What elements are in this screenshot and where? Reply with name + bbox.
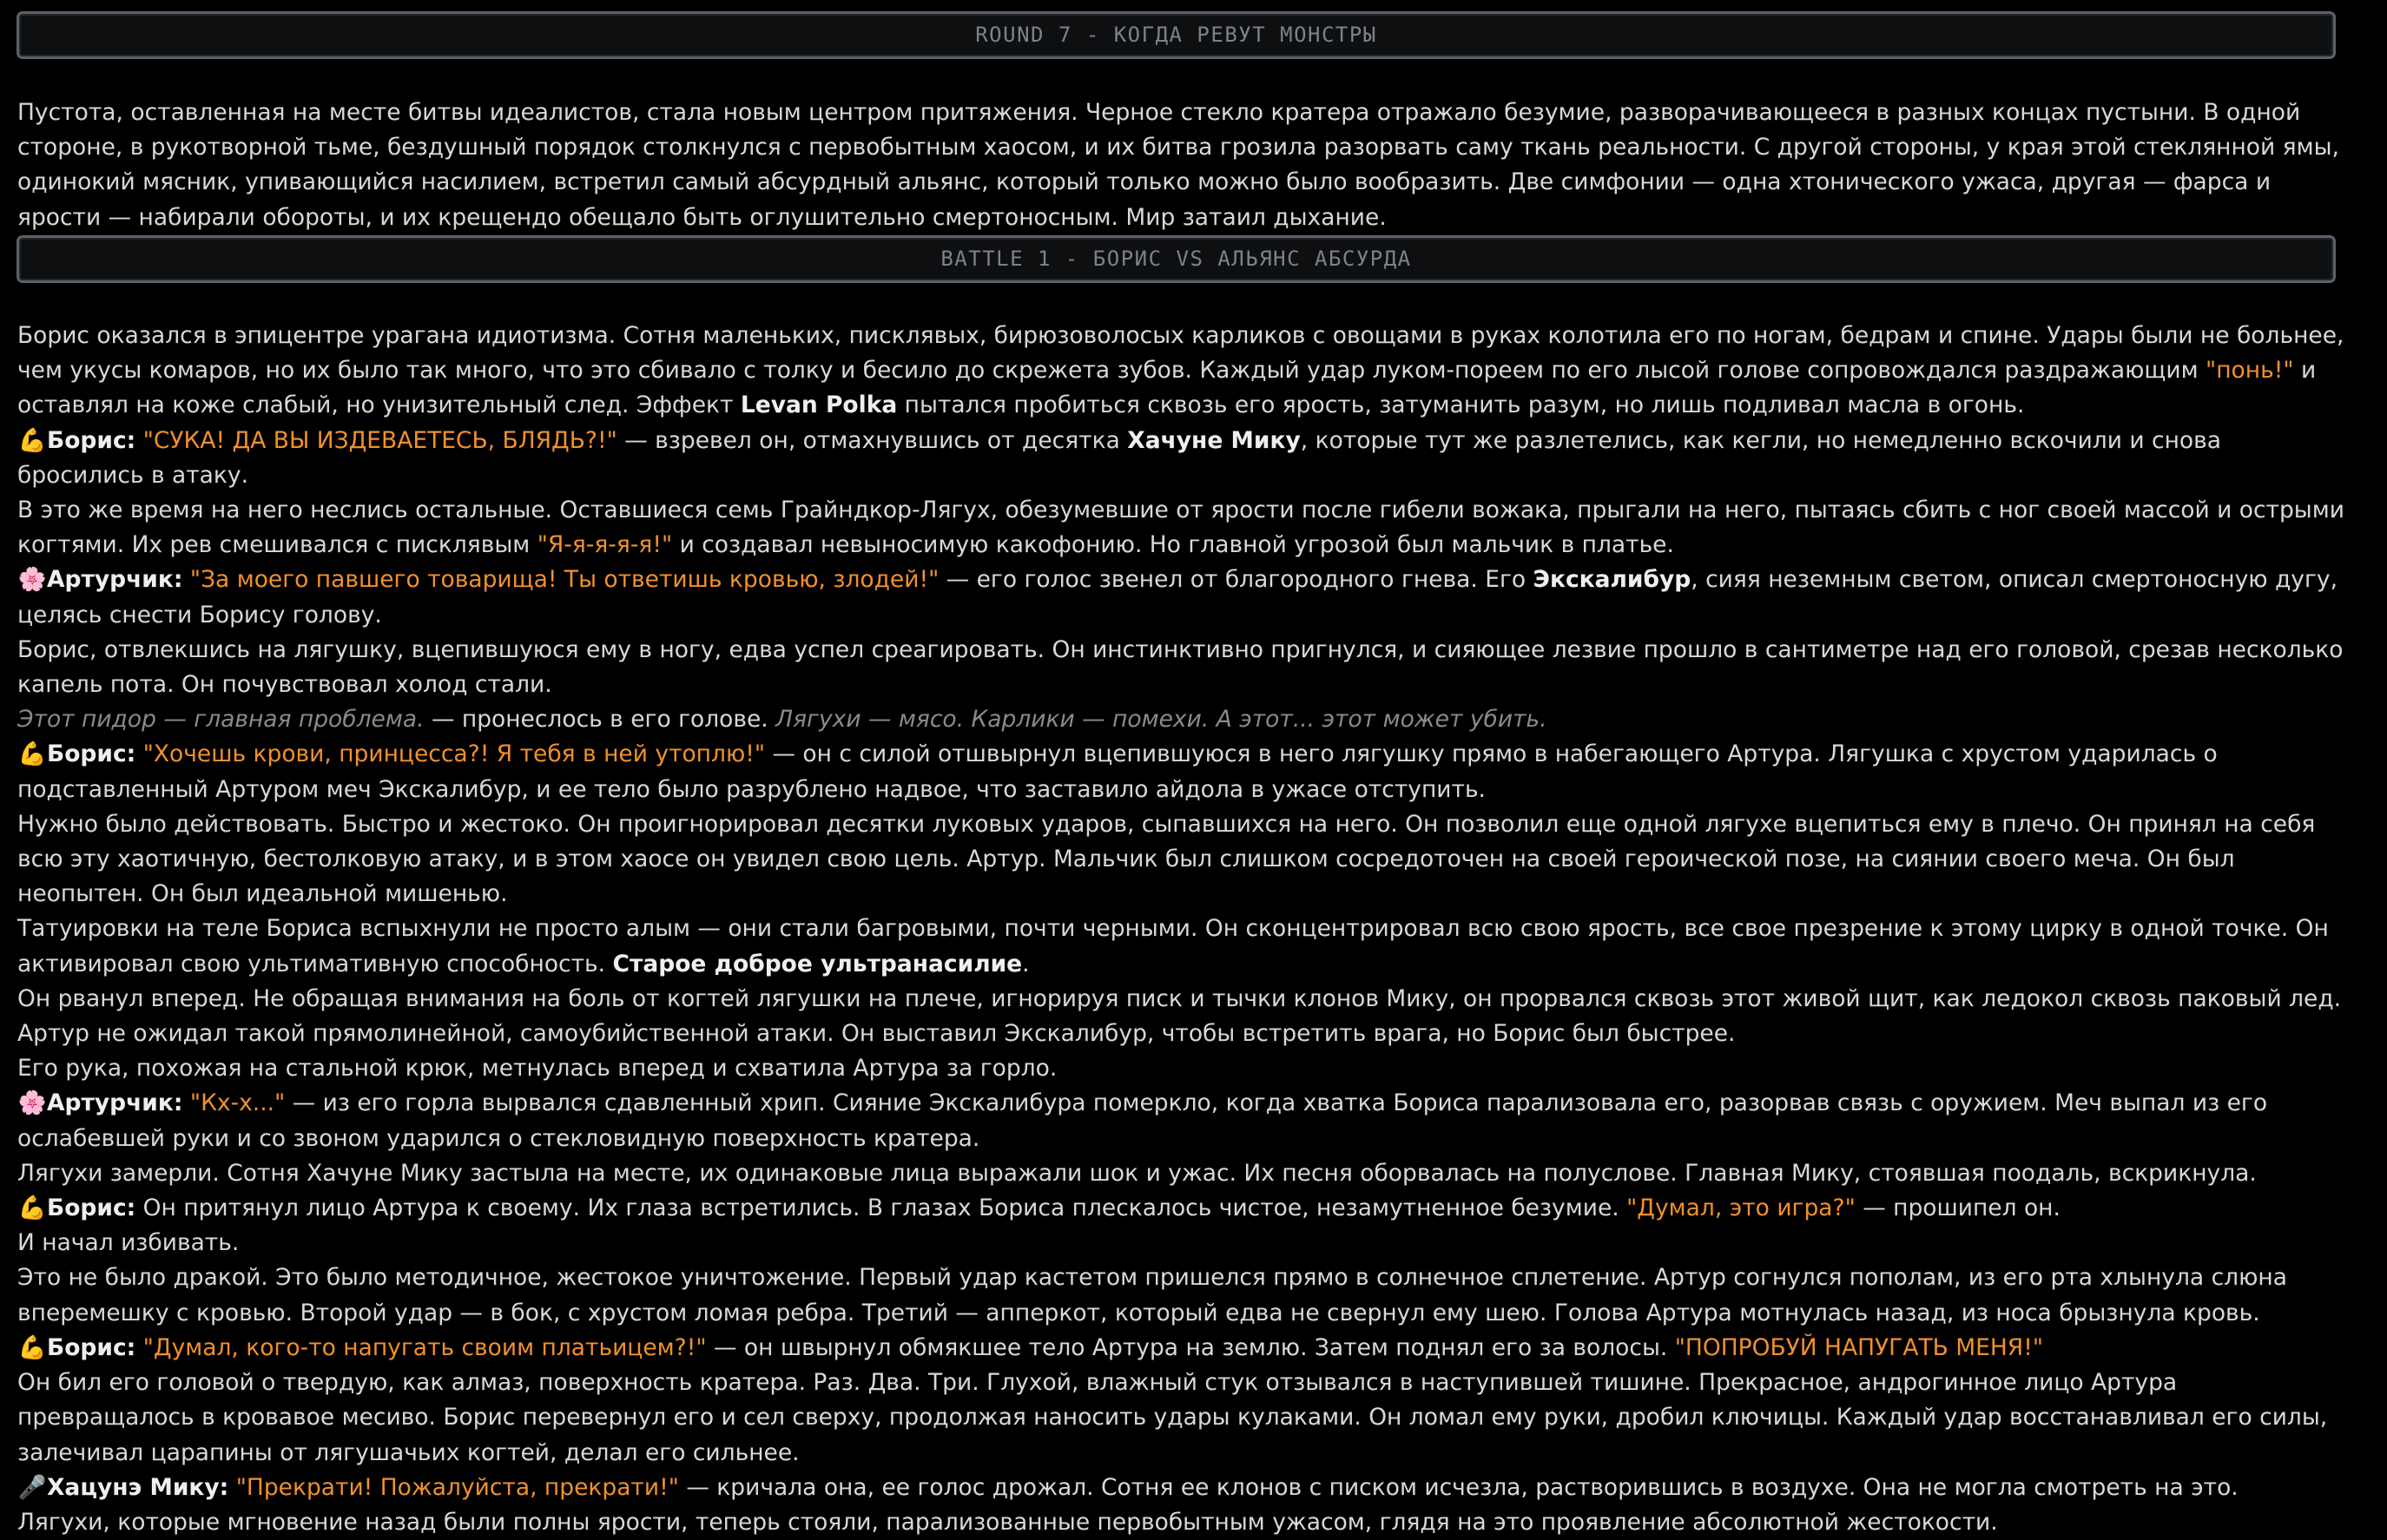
narration: Борис оказался в эпицентре урагана идиотизма. Сотня маленьких, писклявых, бирюзоволосых карликов с овощами в руках колотила его по ногам, бедрам и спине. Удары были не больнее, чем укусы комаров, но их было так много, что это сбивало с толку и бесило до скрежета зубов. Каждый удар луком-пореем по его лысой голове сопровождался раздражающим: [17, 322, 2344, 385]
quote: "Прекрати! Пожалуйста, прекрати!": [235, 1473, 679, 1501]
thought-text: Этот пидор — главная проблема.: [17, 706, 425, 734]
speaker-boris: Борис:: [47, 1194, 136, 1222]
emphasis: Экскалибур: [1533, 566, 1691, 594]
narration: , сияя неземным светом, описал смертоносную дугу, целясь снести Борису голову.: [17, 566, 2338, 629]
speaker-miku: Хацунэ Мику:: [47, 1473, 229, 1501]
narration: — из его горла вырвался сдавленный хрип. Сияние Экскалибура померкло, когда хватка Бориса парализовала его, разорвав связь с оружием. Меч выпал из его ослабевшей руки и со звоном ударился о стекловидную поверхность кратера.: [17, 1089, 2268, 1152]
narration: — взревел он, отмахнувшись от десятка: [617, 426, 1128, 454]
quote: "За моего павшего товарища! Ты ответишь кровью, злодей!": [189, 566, 940, 594]
flexed-biceps-icon: 💪: [17, 1333, 47, 1361]
intro-text: Пустота, оставленная на месте битвы идеалистов, стала новым центром притяжения. Черное стекло кратера отражало безумие, разворачивающееся в разных концах пустыни. В одной стороне, в рукотворной тьме, бездушный порядок столкнулся с первобытным хаосом, и их битва грозила разорвать саму ткань реальности. С другой стороны, у края этой стеклянной ямы, одинокий мясник, упивающийся насилием, встретил самый абсурдный альянс, который только можно было вообразить. Две симфонии — одна хтонического ужаса, другая — фарса и ярости — набирали обороты, и их крещендо обещало быть оглушительно смертоносным. Мир затаил дыхание.: [17, 99, 2339, 231]
story-paragraph: Он рванул вперед. Не обращая внимания на боль от когтей лягушки на плече, игнорируя писк и тычки клонов Мику, он прорвался сквозь этот живой щит, как ледокол сквозь паковый лед. Артур не ожидал такой прямолинейной, самоубийственной атаки. Он выставил Экскалибур, чтобы встретить врага, но Борис был быстрее.: [17, 984, 2342, 1048]
narration: .: [1022, 950, 1030, 977]
story-paragraph: Это не было дракой. Это было методичное, жестокое уничтожение. Первый удар кастетом пришелся прямо в солнечное сплетение. Артур согнулся пополам, из его рта хлынула слюна вперемешку с кровью. Второй удар — в бок, с хрустом ломая ребра. Третий — апперкот, который едва не свернул ему шею. Голова Артура мотнулась назад, из носа брызнула кровь.: [17, 1264, 2287, 1326]
narration: пытался пробиться сквозь его ярость, затуманить разум, но лишь подливал масла в огонь.: [897, 392, 2025, 419]
story-paragraph: Борис, отвлекшись на лягушку, вцепившуюся ему в ногу, едва успел среагировать. Он инстинктивно пригнулся, и сияющее лезвие прошло в сантиметре над его головой, срезав несколько капель пота. Он почувствовал холод стали.: [17, 635, 2344, 699]
dialogue-line-boris: [17, 1191, 2344, 1226]
speaker-boris: Борис:: [47, 740, 136, 768]
speaker-artur: Артурчик:: [47, 1089, 183, 1117]
speaker-boris: Борис:: [47, 1333, 136, 1361]
story-paragraph: [17, 319, 2344, 424]
flexed-biceps-icon: 💪: [17, 426, 47, 454]
speaker-artur: Артурчик:: [47, 566, 183, 594]
quote: "Кх-х...": [189, 1089, 286, 1117]
narration: , которые тут же разлетелись, как кегли, но немедленно вскочили и снова бросились в атаку.: [17, 426, 2221, 489]
dialogue-line-boris: [17, 737, 2344, 806]
cherry-blossom-icon: 🌸: [17, 566, 47, 594]
narration: — прошипел он.: [1855, 1194, 2061, 1222]
dialogue-line-boris: [17, 424, 2344, 493]
narration: — кричала она, ее голос дрожал. Сотня ее клонов с писком исчезла, растворившись в воздухе. Она не могла смотреть на это.: [678, 1473, 2239, 1501]
dialogue-line-artur: [17, 563, 2344, 632]
narration: — он швырнул обмякшее тело Артура на землю. Затем поднял его за волосы.: [706, 1333, 1675, 1361]
quote: "понь!": [2206, 357, 2294, 385]
dialogue-line-miku: [17, 1471, 2344, 1505]
narration: и оставлял на коже слабый, но унизительный след. Эффект: [17, 357, 2317, 419]
flexed-biceps-icon: 💪: [17, 740, 47, 768]
story-paragraph: Его рука, похожая на стальной крюк, метнулась вперед и схватила Артура за горло.: [17, 1055, 1058, 1083]
quote: "ПОПРОБУЙ НАПУГАТЬ МЕНЯ!": [1674, 1333, 2044, 1361]
dialogue-line-boris: [17, 1331, 2344, 1366]
inner-thought: [17, 702, 2344, 737]
round-banner: ROUND 7 - КОГДА РЕВУТ МОНСТРЫ: [16, 11, 2336, 59]
story-paragraph: Нужно было действовать. Быстро и жестоко. Он проигнорировал десятки луковых ударов, сыпавшихся на него. Он позволил еще одной лягухе вцепиться ему в плечо. Он принял на себя всю эту хаотичную, бестолковую атаку, и в этом хаосе он увидел свою цель. Артур. Мальчик был слишком сосредоточен на своей героической позе, на сиянии своего меча. Он был неопытен. Он был идеальной мишенью.: [17, 810, 2316, 908]
cherry-blossom-icon: 🌸: [17, 1089, 47, 1117]
narration: Татуировки на теле Бориса вспыхнули не просто алым — они стали багровыми, почти черными. Он сконцентрировал всю свою ярость, все свое презрение к этому цирку в одной точке. Он активировал свою ультимативную способность.: [17, 915, 2329, 977]
microphone-icon: 🎤: [17, 1473, 47, 1501]
narration: Он притянул лицо Артура к своему. Их глаза встретились. В глазах Бориса плескалось чистое, незамутненное безумие.: [135, 1194, 1627, 1222]
story-paragraph: И начал избивать.: [17, 1229, 240, 1257]
quote: "Думал, кого-то напугать своим платьицем?!": [142, 1333, 707, 1361]
quote: "СУКА! ДА ВЫ ИЗДЕВАЕТЕСЬ, БЛЯДЬ?!": [142, 426, 617, 454]
narration: — он с силой отшвырнул вцепившуюся в него лягушку прямо в набегающего Артура. Лягушка с хрустом ударилась о подставленный Артуром меч Экскалибур, и ее тело было разрублено надвое, что заставило айдола в ужасе отступить.: [17, 740, 2218, 803]
narration: — его голос звенел от благородного гнева. Его: [939, 566, 1533, 594]
flexed-biceps-icon: 💪: [17, 1194, 47, 1222]
ability-name: Старое доброе ультранасилие: [612, 950, 1023, 977]
intro-paragraph: [17, 95, 2344, 235]
story-paragraph: Он бил его головой о твердую, как алмаз, поверхность кратера. Раз. Два. Три. Глухой, влажный стук отзывался в наступившей тишине. Прекрасное, андрогинное лицо Артура превращалось в кровавое месиво. Борис перевернул его и сел сверху, продолжая наносить удары кулаками. Он ломал ему руки, дробил ключицы. Каждый удар восстанавливал его силы, залечивал царапины от лягушачьих когтей, делал его сильнее.: [17, 1369, 2328, 1466]
story-paragraph: [17, 493, 2344, 563]
narration: В это же время на него неслись остальные. Оставшиеся семь Грайндкор-Лягух, обезумевшие от ярости после гибели вожака, прыгали на него, пытаясь сбить с ног своей массой и острыми когтями. Их рев смешивался с писклявым: [17, 497, 2344, 559]
narration: и создавал невыносимую какофонию. Но главной угрозой был мальчик в платье.: [672, 531, 1674, 559]
thought-text: Лягухи — мясо. Карлики — помехи. А этот... этот может убить.: [775, 706, 1547, 734]
battle-banner: BATTLE 1 - БОРИС VS АЛЬЯНС АБСУРДА: [16, 235, 2336, 283]
speaker-boris: Борис:: [47, 426, 136, 454]
narration: — пронеслось в его голове.: [424, 706, 776, 734]
story-paragraph: Лягухи, которые мгновение назад были полны ярости, теперь стояли, парализованные первобытным ужасом, глядя на это проявление абсолютной жестокости.: [17, 1508, 1998, 1536]
story-paragraph: [17, 911, 2344, 981]
story-paragraph: Лягухи замерли. Сотня Хачуне Мику застыла на месте, их одинаковые лица выражали шок и ужас. Их песня оборвалась на полуслове. Главная Мику, стоявшая поодаль, вскрикнула.: [17, 1159, 2257, 1187]
quote: "Хочешь крови, принцесса?! Я тебя в ней утоплю!": [142, 740, 766, 768]
quote: "Я-я-я-я-я!": [537, 531, 673, 559]
dialogue-line-artur: [17, 1086, 2344, 1155]
emphasis: Levan Polka: [740, 392, 898, 419]
quote: "Думал, это игра?": [1626, 1194, 1856, 1222]
battle-story: [17, 319, 2344, 1540]
emphasis: Хачуне Мику: [1127, 426, 1301, 454]
